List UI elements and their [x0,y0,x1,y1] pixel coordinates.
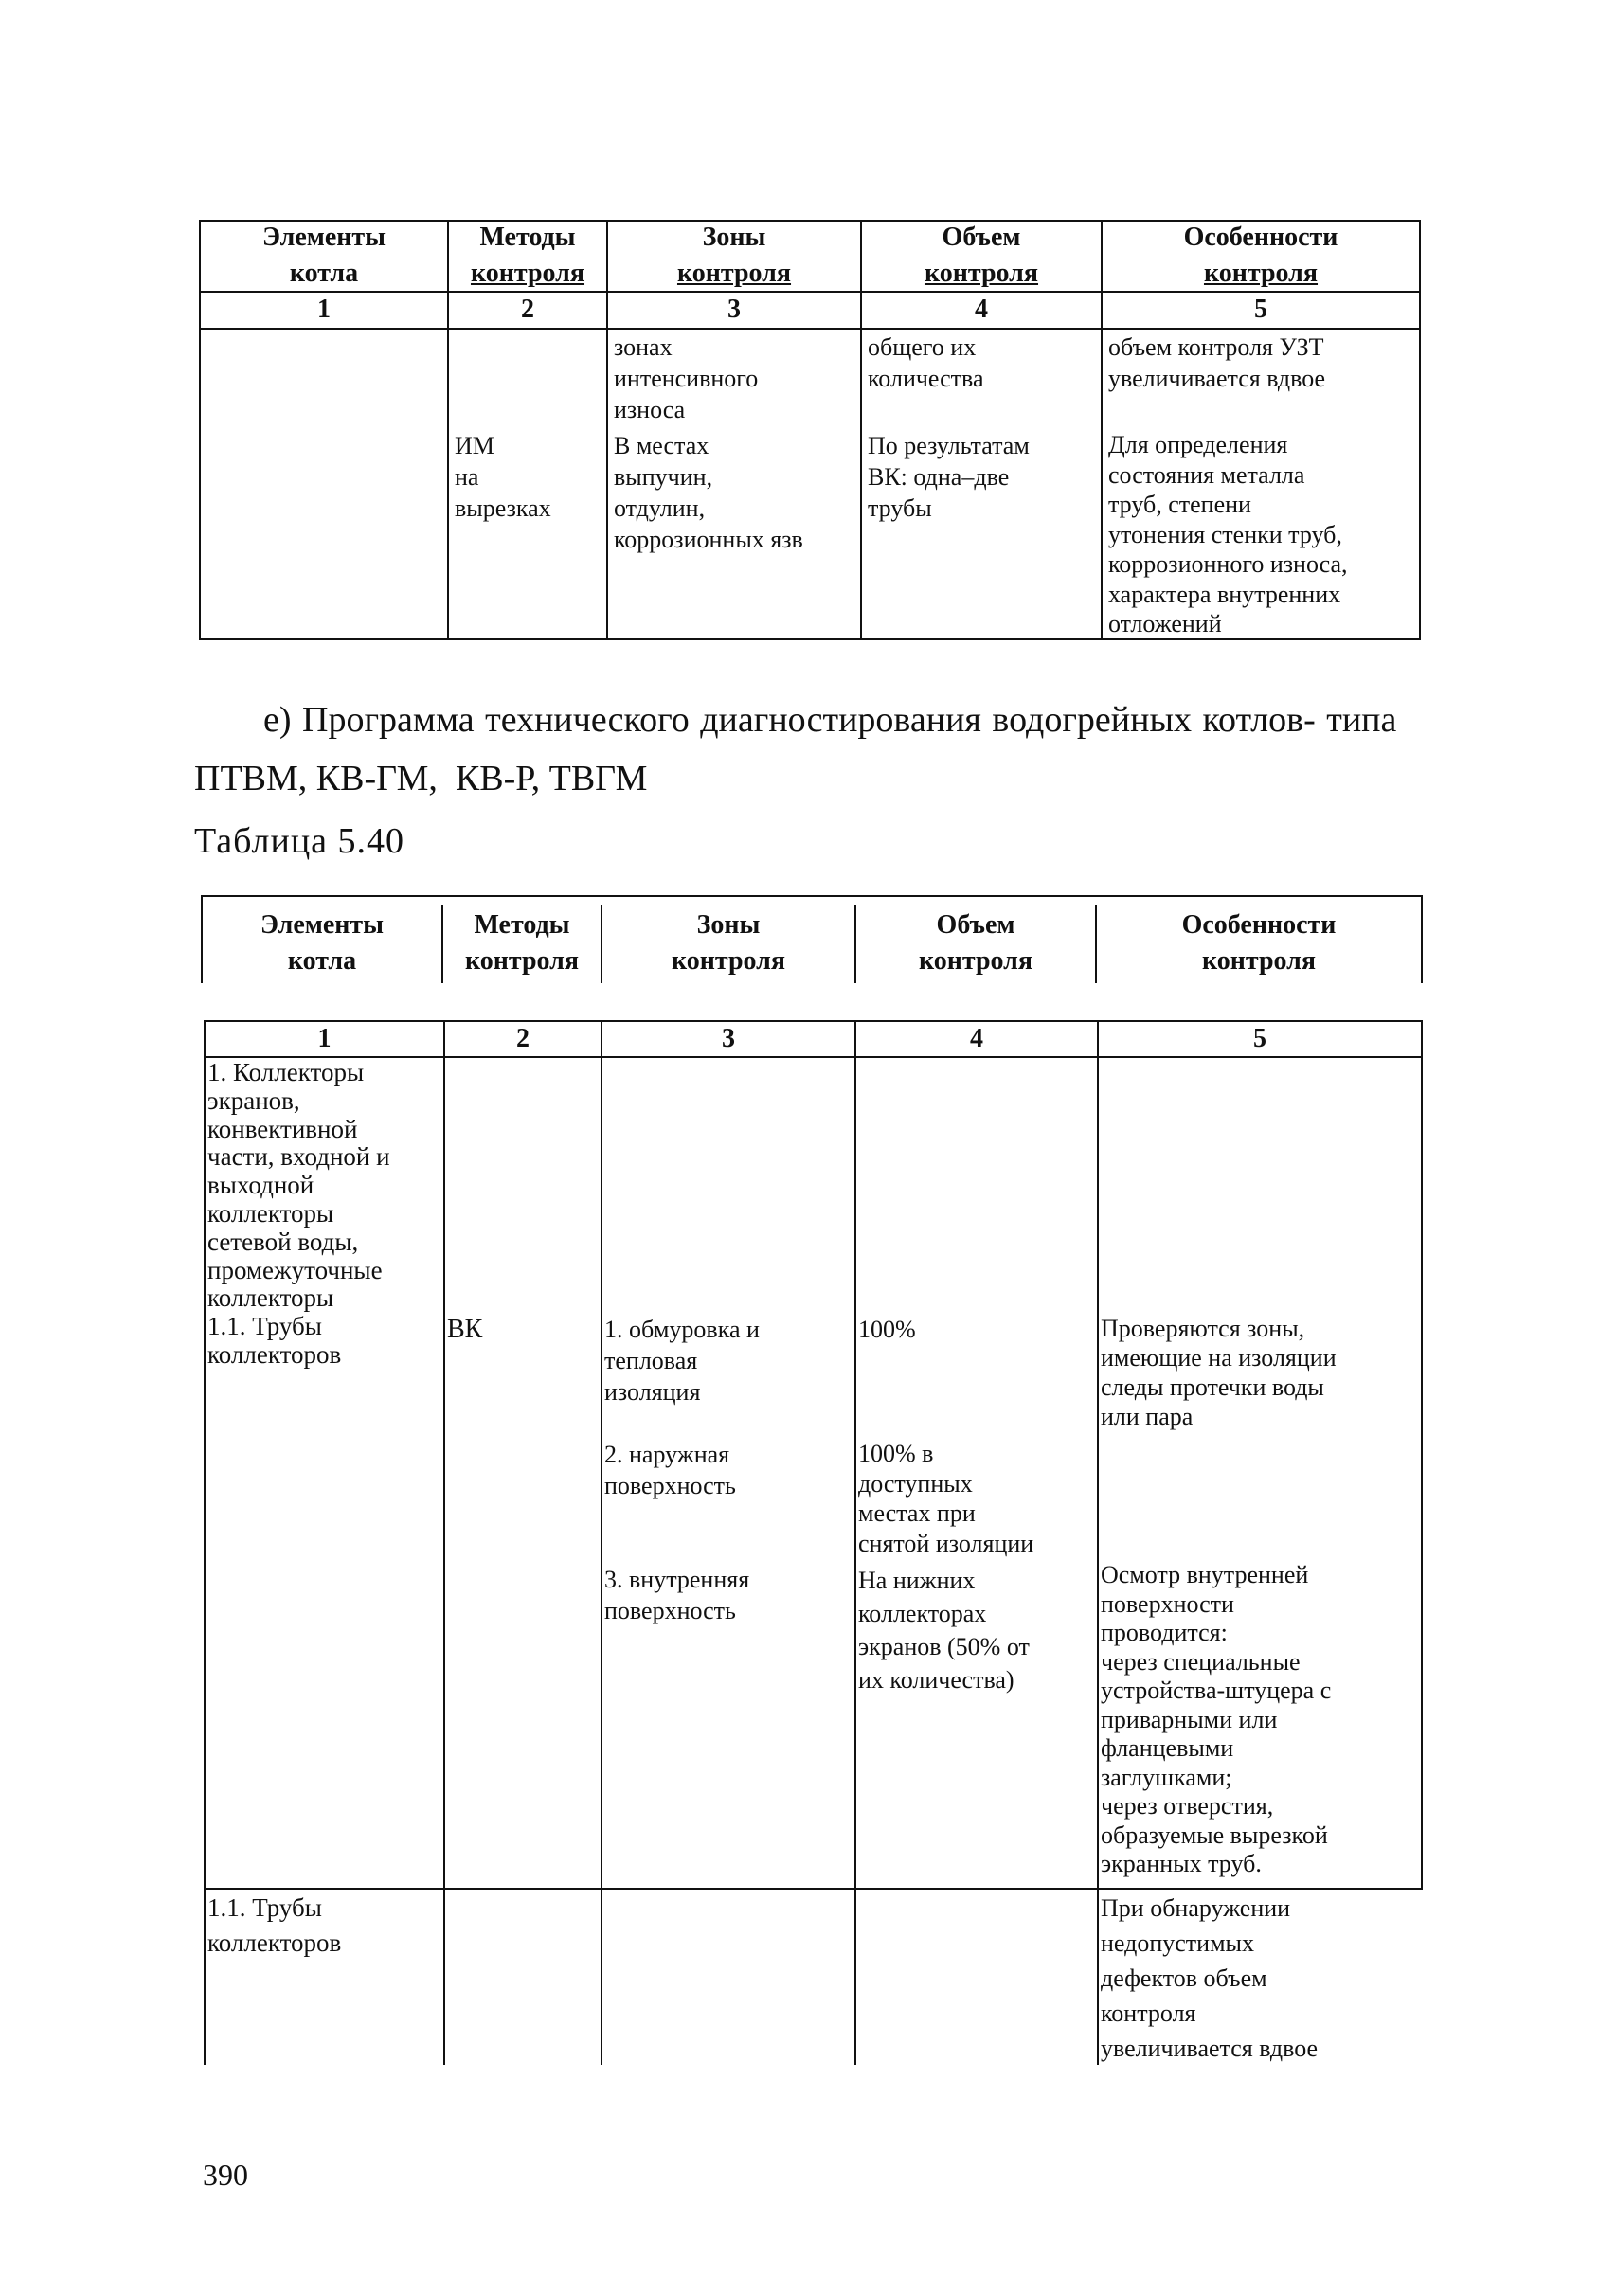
table2-element-cell-2: 1.1. Трубы коллекторов [207,1893,342,1957]
table2-method-cell: ВК [447,1315,483,1344]
table1-col-number: 5 [1254,295,1267,324]
table1-zones-cell-b: В местах выпучин, отдулин, коррозионных язв [614,432,803,553]
table2-header-elements [203,907,441,979]
header-line: Методы [479,223,576,252]
table1-volume-cell-a: общего их количества [868,333,984,392]
table1-header-features [1103,220,1419,292]
table2-volume-1: 100% [858,1316,916,1343]
header-line: Методы [474,910,570,940]
table1-features-cell-a: объем контроля УЗТ увеличивается вдвое [1108,333,1326,392]
header-line: Зоны [702,223,766,252]
table2-col-number: 3 [722,1024,735,1053]
table2-header-methods [443,907,601,979]
header-line: Особенности [1183,223,1338,252]
header-line: контроля [464,946,580,976]
table1-col-number: 1 [317,295,331,324]
header-line: котла [289,259,359,288]
header-line: Элементы [261,223,386,252]
header-line: контроля [671,946,786,976]
header-line: Объем [942,223,1021,252]
table1-zones-cell-a: зонах интенсивного износа [614,333,759,423]
table1-col-number: 4 [975,295,988,324]
table1-features-cell-b: Для определения состояния металла труб, степени утонения стенки труб, коррозионного износа, характера внутренних отложений [1108,431,1348,637]
table2-header-volume [856,907,1095,979]
header-line: контроля [1201,946,1317,976]
header-line: контроля [1203,259,1319,288]
table2-zone-2: 2. наружная поверхность [604,1441,736,1499]
table2-zone-3: 3. внутренняя поверхность [604,1566,750,1624]
table2-element-cell: 1. Коллекторы экранов, конвективной части, входной и выходной коллекторы сетевой воды, промежуточные коллекторы 1.1. Трубы коллекторов [207,1058,390,1369]
header-line: Объем [936,910,1015,940]
table2-col-number: 1 [317,1024,332,1053]
header-line: Элементы [260,910,384,940]
table2-header-zones [602,907,854,979]
table2-feature-2: Осмотр внутренней поверхности проводится: через специальные устройства-штуцера с приварными или фланцевыми заглушками; через отверстия, образуемые вырезкой экранных труб. [1101,1561,1332,1877]
section-heading-line1: е) Программа технического диагностирования водогрейных котлов- типа [263,700,1397,740]
table2-col-number: 4 [970,1024,983,1053]
table2-feature-1: Проверяются зоны, имеющие на изоляции следы протечки воды или пара [1101,1315,1337,1430]
table2-col-number: 2 [516,1024,530,1053]
table2-col-number: 5 [1253,1024,1266,1053]
table1-col-number: 2 [521,295,534,324]
table2-volume-2: 100% в доступных местах при снятой изоляции [858,1440,1034,1557]
table1-methods-cell: ИМ на вырезках [455,432,551,522]
table2-feature-cell-2: При обнаружении недопустимых дефектов объем контроля увеличивается вдвое [1101,1894,1319,2062]
header-line: котла [287,946,357,976]
table1-col-number: 3 [727,295,741,324]
table2-zone-1: 1. обмуровка и тепловая изоляция [604,1316,760,1406]
header-line: Зоны [696,910,761,940]
header-line: контроля [676,259,792,288]
header-line: контроля [924,259,1039,288]
header-line: Особенности [1181,910,1337,940]
table2-header-features [1097,907,1421,979]
header-line: контроля [918,946,1033,976]
header-line: контроля [470,259,585,288]
table-label: Таблица 5.40 [194,821,405,861]
table1-volume-cell-b: По результатам ВК: одна–две трубы [868,432,1030,522]
table1-header-volume [862,220,1101,292]
table1-header-methods [449,220,606,292]
table1-header-elements [201,220,447,292]
section-heading-line2: ПТВМ, КВ-ГМ, КВ-Р, ТВГМ [194,759,648,798]
table2-volume-3: На нижних коллекторах экранов (50% от их количества) [858,1567,1030,1694]
table1-header-zones [608,220,860,292]
page-number: 390 [203,2158,248,2192]
